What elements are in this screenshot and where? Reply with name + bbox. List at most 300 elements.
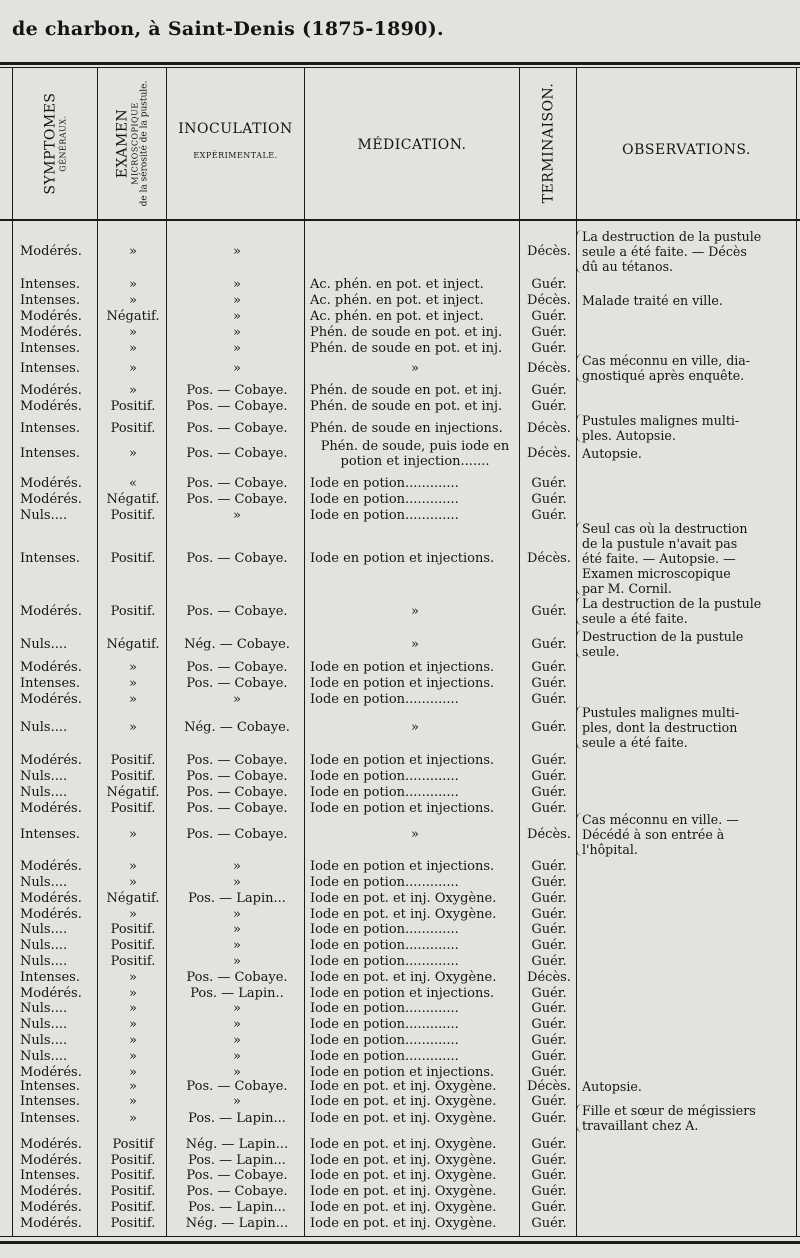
col-divider (97, 67, 98, 1237)
cell-examen: Positif. (110, 1200, 156, 1215)
cell-examen: » (129, 827, 137, 842)
cell-inoculation: Nég. — Lapin... (185, 1216, 289, 1231)
cell-examen: Positif. (110, 922, 156, 937)
cell-examen: Négatif. (106, 492, 160, 507)
cell-inoculation: » (233, 244, 241, 259)
cell-symptomes: Intenses. (20, 341, 80, 356)
cell-terminaison: Guér. (531, 1001, 567, 1016)
cell-medication: Iode en pot. et inj. Oxygène. (310, 1079, 497, 1094)
cell-terminaison: Guér. (531, 1184, 567, 1199)
header-inoculation-label: INOCULATION (178, 120, 293, 137)
cell-examen: Positif. (110, 421, 156, 436)
cell-inoculation: » (233, 875, 241, 890)
cell-examen: » (129, 907, 137, 922)
cell-examen: Négatif. (106, 637, 160, 652)
cell-symptomes: Modérés. (20, 1137, 82, 1152)
cell-symptomes: Modérés. (20, 1216, 82, 1231)
cell-medication: Ac. phén. en pot. et inject. (310, 277, 484, 292)
cell-medication: Iode en pot. et inj. Oxygène. (310, 1153, 497, 1168)
observation-line: Examen microscopique (582, 566, 731, 581)
cell-examen: » (129, 676, 137, 691)
cell-examen: » (129, 1111, 137, 1126)
cell-inoculation: Pos. — Cobaye. (186, 753, 288, 768)
cell-terminaison: Guér. (531, 1033, 567, 1048)
cell-observations (582, 413, 788, 443)
cell-terminaison: Guér. (531, 1111, 567, 1126)
header-inoculation-sub: EXPÉRIMENTALE. (193, 150, 278, 160)
observation-line: Autopsie. (582, 1079, 642, 1094)
cell-medication: » (411, 637, 419, 652)
cell-inoculation: » (233, 859, 241, 874)
cell-terminaison: Guér. (531, 769, 567, 784)
cell-terminaison: Guér. (531, 325, 567, 340)
cell-medication: Iode en pot. et inj. Oxygène. (310, 1168, 497, 1183)
cell-observations (582, 812, 788, 857)
cell-symptomes: Modérés. (20, 692, 82, 707)
cell-inoculation: Pos. — Cobaye. (186, 476, 288, 491)
cell-medication: Iode en potion et injections. (310, 1065, 495, 1080)
cell-medication: Iode en potion............. (310, 785, 459, 800)
cell-inoculation: Pos. — Cobaye. (186, 399, 288, 414)
cell-medication: Iode en potion............. (310, 1033, 459, 1048)
cell-inoculation: » (233, 277, 241, 292)
cell-inoculation: Pos. — Cobaye. (186, 1168, 288, 1183)
cell-inoculation: » (233, 341, 241, 356)
table-top-rule (0, 62, 800, 65)
cell-symptomes: Modérés. (20, 492, 82, 507)
cell-symptomes: Nuls.... (20, 508, 68, 523)
cell-symptomes: Modérés. (20, 859, 82, 874)
cell-symptomes: Intenses. (20, 446, 80, 461)
cell-medication: Iode en pot. et inj. Oxygène. (310, 1111, 497, 1126)
cell-inoculation: Pos. — Cobaye. (186, 827, 288, 842)
cell-symptomes: Intenses. (20, 1079, 80, 1094)
cell-inoculation: » (233, 361, 241, 376)
cell-examen: » (129, 692, 137, 707)
cell-terminaison: Décès. (527, 293, 571, 308)
cell-medication: Iode en potion............. (310, 1017, 459, 1032)
cell-terminaison: Guér. (531, 1065, 567, 1080)
cell-observations (582, 596, 788, 626)
header-terminaison (520, 68, 576, 218)
cell-examen: » (129, 277, 137, 292)
cell-examen: » (129, 244, 137, 259)
cell-examen: » (129, 1033, 137, 1048)
cell-inoculation: » (233, 508, 241, 523)
cell-terminaison: Guér. (531, 1153, 567, 1168)
cell-terminaison: Guér. (531, 801, 567, 816)
cell-examen: » (129, 383, 137, 398)
observation-line: seule. (582, 644, 620, 659)
cell-inoculation: » (233, 954, 241, 969)
cell-examen: » (129, 1094, 137, 1109)
cell-terminaison: Guér. (531, 938, 567, 953)
cell-symptomes: Nuls.... (20, 769, 68, 784)
cell-terminaison: Guér. (531, 604, 567, 619)
observation-line: ples. Autopsie. (582, 428, 676, 443)
cell-medication: Iode en potion............. (310, 954, 459, 969)
cell-inoculation: » (233, 692, 241, 707)
cell-terminaison: Décès. (527, 970, 571, 985)
cell-examen: Positif. (110, 753, 156, 768)
cell-medication: Iode en pot. et inj. Oxygène. (310, 1200, 497, 1215)
header-examen-sub2: de la sérosité de la pustule. (139, 80, 150, 206)
cell-observations (582, 293, 788, 308)
header-symptomes-label: SYMPTOMES (42, 91, 59, 195)
cell-inoculation: Nég. — Cobaye. (184, 720, 290, 735)
observation-line: La destruction de la pustule (582, 596, 762, 611)
cell-examen: Positif. (110, 938, 156, 953)
cell-examen: » (129, 293, 137, 308)
cell-symptomes: Nuls.... (20, 875, 68, 890)
cell-medication: Iode en potion et injections. (310, 551, 495, 566)
cell-medication: Phén. de soude en pot. et inj. (310, 325, 503, 340)
cell-medication: Iode en potion............. (310, 875, 459, 890)
cell-examen: » (129, 859, 137, 874)
cell-medication: Iode en pot. et inj. Oxygène. (310, 970, 497, 985)
observation-line: Seul cas où la destruction (582, 521, 748, 536)
cell-medication: Iode en pot. et inj. Oxygène. (310, 891, 497, 906)
cell-medication: Iode en potion............. (310, 508, 459, 523)
cell-terminaison: Guér. (531, 383, 567, 398)
header-symptomes-sub: GÉNÉRAUX. (58, 114, 68, 172)
cell-terminaison: Guér. (531, 1094, 567, 1109)
cell-terminaison: Guér. (531, 277, 567, 292)
cell-examen: Positif. (110, 1216, 156, 1231)
cell-observations (582, 629, 788, 659)
cell-inoculation: Pos. — Cobaye. (186, 660, 288, 675)
cell-inoculation: Pos. — Cobaye. (186, 551, 288, 566)
cell-examen: » (129, 341, 137, 356)
cell-symptomes: Modérés. (20, 309, 82, 324)
cell-terminaison: Guér. (531, 720, 567, 735)
cell-medication: Iode en potion............. (310, 769, 459, 784)
cell-terminaison: Guér. (531, 785, 567, 800)
observation-line: Destruction de la pustule (582, 629, 744, 644)
cell-terminaison: Guér. (531, 492, 567, 507)
cell-terminaison: Décès. (527, 446, 571, 461)
cell-terminaison: Guér. (531, 922, 567, 937)
observation-line: seule a été faite. — Décès (582, 244, 747, 259)
col-divider (796, 67, 797, 1237)
cell-symptomes: Intenses. (20, 277, 80, 292)
cell-medication: Iode en potion et injections. (310, 801, 495, 816)
cell-medication: Phén. de soude, puis iode en potion et injection....... (320, 439, 510, 469)
cell-terminaison: Guér. (531, 1049, 567, 1064)
cell-medication: Iode en pot. et inj. Oxygène. (310, 907, 497, 922)
cell-examen: » (129, 325, 137, 340)
cell-terminaison: Guér. (531, 1200, 567, 1215)
cell-symptomes: Modérés. (20, 1200, 82, 1215)
cell-examen: Positif. (110, 1184, 156, 1199)
col-divider (166, 67, 167, 1237)
cell-inoculation: Pos. — Cobaye. (186, 1079, 288, 1094)
cell-symptomes: Nuls.... (20, 785, 68, 800)
cell-medication: Iode en potion............. (310, 1049, 459, 1064)
observation-line: par M. Cornil. (582, 581, 672, 596)
cell-medication: Ac. phén. en pot. et inject. (310, 293, 484, 308)
cell-symptomes: Modérés. (20, 1153, 82, 1168)
cell-medication: Phén. de soude en pot. et inj. (310, 399, 503, 414)
cell-inoculation: Pos. — Cobaye. (186, 801, 288, 816)
cell-inoculation: » (233, 938, 241, 953)
cell-inoculation: Pos. — Cobaye. (186, 676, 288, 691)
cell-examen: Positif. (110, 399, 156, 414)
cell-symptomes: Modérés. (20, 660, 82, 675)
cell-terminaison: Décès. (527, 551, 571, 566)
cell-terminaison: Décès. (527, 244, 571, 259)
cell-inoculation: » (233, 907, 241, 922)
cell-terminaison: Guér. (531, 341, 567, 356)
cell-examen: Positif. (110, 801, 156, 816)
cell-symptomes: Modérés. (20, 753, 82, 768)
cell-medication: Iode en potion............. (310, 692, 459, 707)
cell-examen: Positif. (110, 1168, 156, 1183)
cell-inoculation: » (233, 1033, 241, 1048)
cell-inoculation: Pos. — Lapin... (188, 1153, 286, 1168)
observation-line: ples, dont la destruction (582, 720, 738, 735)
cell-medication: Iode en potion............. (310, 1001, 459, 1016)
cell-inoculation: Pos. — Cobaye. (186, 769, 288, 784)
cell-terminaison: Décès. (527, 827, 571, 842)
cell-terminaison: Décès. (527, 421, 571, 436)
cell-terminaison: Guér. (531, 399, 567, 414)
cell-symptomes: Modérés. (20, 1065, 82, 1080)
cell-symptomes: Intenses. (20, 1094, 80, 1109)
cell-symptomes: Intenses. (20, 293, 80, 308)
cell-examen: » (129, 986, 137, 1001)
cell-terminaison: Guér. (531, 859, 567, 874)
cell-medication: Iode en potion............. (310, 938, 459, 953)
cell-symptomes: Modérés. (20, 604, 82, 619)
cell-symptomes: Intenses. (20, 1168, 80, 1183)
cell-inoculation: Pos. — Lapin... (188, 1200, 286, 1215)
cell-symptomes: Modérés. (20, 986, 82, 1001)
cell-terminaison: Guér. (531, 753, 567, 768)
cell-symptomes: Intenses. (20, 551, 80, 566)
cell-terminaison: Guér. (531, 1137, 567, 1152)
cell-inoculation: » (233, 1065, 241, 1080)
cell-medication: Phén. de soude en pot. et inj. (310, 341, 503, 356)
cell-examen: Positif. (110, 604, 156, 619)
cell-medication: Iode en potion et injections. (310, 859, 495, 874)
cell-symptomes: Modérés. (20, 891, 82, 906)
cell-medication: » (411, 827, 419, 842)
observation-line: Autopsie. (582, 446, 642, 461)
cell-examen: » (129, 875, 137, 890)
cell-medication: Phén. de soude en injections. (310, 421, 503, 436)
cell-symptomes: Intenses. (20, 361, 80, 376)
cell-symptomes: Nuls.... (20, 1001, 68, 1016)
cell-inoculation: Nég. — Lapin... (185, 1137, 289, 1152)
cell-inoculation: » (233, 1094, 241, 1109)
cell-terminaison: Guér. (531, 309, 567, 324)
cell-terminaison: Guér. (531, 875, 567, 890)
observation-line: Malade traité en ville. (582, 293, 723, 308)
observation-line: l'hôpital. (582, 842, 638, 857)
observation-line: dû au tétanos. (582, 259, 674, 274)
page-title: de charbon, à Saint-Denis (1875-1890). (12, 18, 444, 40)
cell-inoculation: Pos. — Cobaye. (186, 492, 288, 507)
col-divider (304, 67, 305, 1237)
cell-examen: Positif. (110, 769, 156, 784)
cell-symptomes: Modérés. (20, 244, 82, 259)
observation-line: de la pustule n'avait pas (582, 536, 738, 551)
cell-medication: Ac. phén. en pot. et inject. (310, 309, 484, 324)
cell-terminaison: Décès. (527, 361, 571, 376)
cell-inoculation: Pos. — Cobaye. (186, 383, 288, 398)
cell-terminaison: Guér. (531, 954, 567, 969)
cell-examen: » (129, 1017, 137, 1032)
cell-medication: Iode en pot. et inj. Oxygène. (310, 1216, 497, 1231)
cell-observations (582, 1103, 788, 1133)
cell-medication: » (411, 604, 419, 619)
cell-examen: » (129, 660, 137, 675)
cell-medication: Iode en potion............. (310, 476, 459, 491)
cell-examen: » (129, 361, 137, 376)
cell-symptomes: Modérés. (20, 801, 82, 816)
cell-symptomes: Intenses. (20, 676, 80, 691)
cell-terminaison: Guér. (531, 1216, 567, 1231)
cell-examen: » (129, 1079, 137, 1094)
cell-examen: Positif. (110, 551, 156, 566)
observation-line: seule a été faite. (582, 611, 688, 626)
header-bottom-rule (0, 219, 800, 221)
cell-inoculation: » (233, 1049, 241, 1064)
cell-medication: » (411, 361, 419, 376)
cell-medication: Iode en pot. et inj. Oxygène. (310, 1137, 497, 1152)
cell-medication: Iode en pot. et inj. Oxygène. (310, 1094, 497, 1109)
cell-observations (582, 1079, 788, 1094)
header-examen-label: EXAMEN (114, 108, 131, 178)
cell-examen: » (129, 1001, 137, 1016)
cell-terminaison: Décès. (527, 1079, 571, 1094)
observation-line: seule a été faite. (582, 735, 688, 750)
cell-symptomes: Intenses. (20, 1111, 80, 1126)
cell-terminaison: Guér. (531, 660, 567, 675)
cell-medication: Iode en potion et injections. (310, 753, 495, 768)
cell-examen: » (129, 1049, 137, 1064)
cell-terminaison: Guér. (531, 907, 567, 922)
cell-symptomes: Nuls.... (20, 938, 68, 953)
cell-symptomes: Nuls.... (20, 954, 68, 969)
cell-symptomes: Modérés. (20, 325, 82, 340)
cell-observations (582, 521, 788, 596)
cell-terminaison: Guér. (531, 692, 567, 707)
cell-medication: » (411, 720, 419, 735)
cell-inoculation: Pos. — Lapin... (188, 1111, 286, 1126)
cell-examen: » (129, 1065, 137, 1080)
cell-medication: Iode en potion et injections. (310, 676, 495, 691)
cell-terminaison: Guér. (531, 891, 567, 906)
header-examen-sub1: MICROSCOPIQUE (130, 101, 140, 185)
observation-line: été faite. — Autopsie. — (582, 551, 736, 566)
cell-examen: Positif. (110, 954, 156, 969)
cell-terminaison: Guér. (531, 637, 567, 652)
cell-medication: Phén. de soude en pot. et inj. (310, 383, 503, 398)
cell-symptomes: Intenses. (20, 970, 80, 985)
cell-symptomes: Intenses. (20, 421, 80, 436)
cell-symptomes: Nuls.... (20, 1033, 68, 1048)
cell-observations (582, 446, 788, 461)
header-medication: MÉDICATION. (357, 137, 467, 153)
cell-symptomes: Modérés. (20, 907, 82, 922)
cell-medication: Iode en potion............. (310, 922, 459, 937)
cell-symptomes: Intenses. (20, 827, 80, 842)
cell-inoculation: » (233, 1001, 241, 1016)
observation-line: Cas méconnu en ville, dia- (582, 353, 751, 368)
cell-observations (582, 705, 788, 750)
cell-inoculation: Pos. — Cobaye. (186, 604, 288, 619)
cell-examen: Positif. (110, 1153, 156, 1168)
cell-observations (582, 229, 788, 274)
header-examen (98, 68, 166, 218)
cell-examen: » (129, 970, 137, 985)
cell-inoculation: Pos. — Cobaye. (186, 970, 288, 985)
observation-line: Décédé à son entrée à (582, 827, 725, 842)
cell-examen: « (129, 476, 137, 491)
cell-terminaison: Guér. (531, 1168, 567, 1183)
cell-inoculation: » (233, 293, 241, 308)
cell-inoculation: Pos. — Lapin... (188, 891, 286, 906)
cell-inoculation: Pos. — Cobaye. (186, 421, 288, 436)
cell-inoculation: » (233, 1017, 241, 1032)
cell-medication: Iode en potion et injections. (310, 986, 495, 1001)
cell-symptomes: Modérés. (20, 399, 82, 414)
cell-examen: Négatif. (106, 785, 160, 800)
observation-line: Pustules malignes multi- (582, 705, 740, 720)
cell-terminaison: Guér. (531, 476, 567, 491)
cell-inoculation: Pos. — Lapin.. (190, 986, 284, 1001)
cell-observations (582, 353, 788, 383)
observation-line: travaillant chez A. (582, 1118, 699, 1133)
cell-terminaison: Guér. (531, 1017, 567, 1032)
cell-examen: Négatif. (106, 891, 160, 906)
observation-line: La destruction de la pustule (582, 229, 762, 244)
cell-symptomes: Nuls.... (20, 922, 68, 937)
table-bottom-rule (0, 1236, 800, 1237)
cell-symptomes: Nuls.... (20, 637, 68, 652)
cell-symptomes: Nuls.... (20, 1049, 68, 1064)
cell-terminaison: Guér. (531, 676, 567, 691)
cell-examen: Positif. (110, 508, 156, 523)
cell-terminaison: Guér. (531, 986, 567, 1001)
table-bottom-rule-thick (0, 1241, 800, 1244)
cell-inoculation: Pos. — Cobaye. (186, 1184, 288, 1199)
header-symptomes (13, 68, 97, 218)
cell-inoculation: » (233, 325, 241, 340)
cell-symptomes: Nuls.... (20, 1017, 68, 1032)
col-divider (12, 67, 13, 1237)
cell-inoculation: Nég. — Cobaye. (184, 637, 290, 652)
cell-symptomes: Modérés. (20, 476, 82, 491)
cell-inoculation: » (233, 309, 241, 324)
observation-line: gnostiqué après enquête. (582, 368, 745, 383)
cell-symptomes: Modérés. (20, 383, 82, 398)
cell-terminaison: Guér. (531, 508, 567, 523)
header-inoculation (167, 110, 304, 170)
observation-line: Cas méconnu en ville. — (582, 812, 739, 827)
cell-medication: Iode en potion et injections. (310, 660, 495, 675)
cell-inoculation: Pos. — Cobaye. (186, 446, 288, 461)
cell-inoculation: Pos. — Cobaye. (186, 785, 288, 800)
cell-examen: » (129, 446, 137, 461)
observation-line: Pustules malignes multi- (582, 413, 740, 428)
cell-medication: Iode en potion............. (310, 492, 459, 507)
cell-medication: Iode en pot. et inj. Oxygène. (310, 1184, 497, 1199)
header-observations: OBSERVATIONS. (622, 142, 751, 158)
cell-symptomes: Modérés. (20, 1184, 82, 1199)
